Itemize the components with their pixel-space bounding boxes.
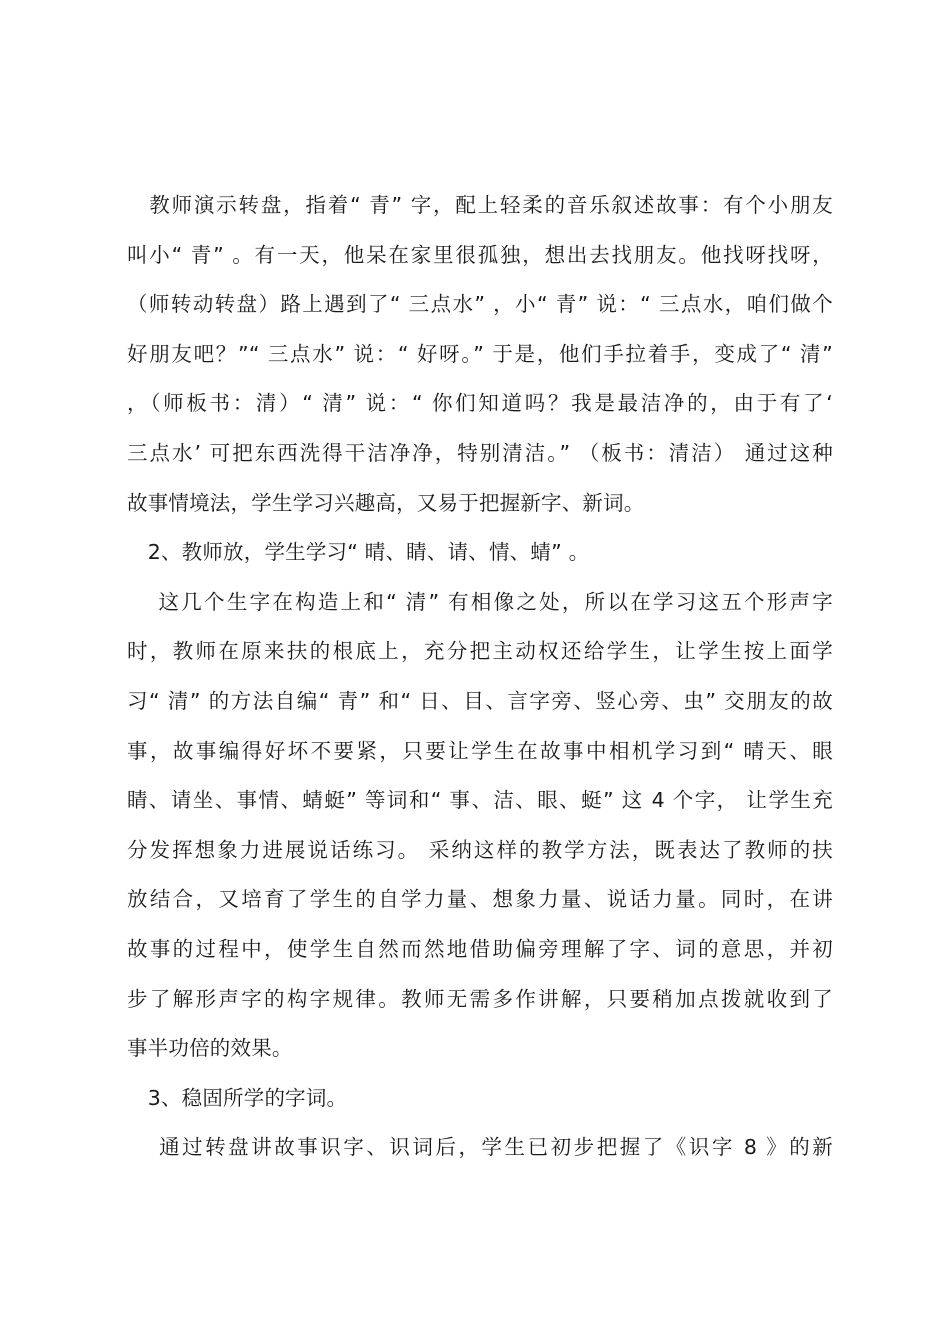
text-line: 3、稳固所学的字词。 bbox=[127, 1085, 348, 1110]
text-line: 放结合，又培育了学生的自学力量、想象力量、说话力量。同时，在讲 bbox=[127, 887, 833, 912]
text-line: 事，故事编得好坏不要紧，只要让学生在故事中相机学习到“ 晴天、眼 bbox=[127, 738, 833, 763]
document-body bbox=[127, 181, 833, 1173]
text-line: 教师演示转盘，指着“ 青” 字，配上轻柔的音乐叙述故事：有个小朋友 bbox=[127, 193, 833, 217]
text-line: 故事情境法，学生学习兴趣高，又易于把握新字、新词。 bbox=[127, 490, 645, 515]
text-line: 好朋友吧？”“ 三点水” 说：“ 好呀。” 于是，他们手拉着手，变成了“ 清” bbox=[127, 341, 833, 366]
text-line: 通过转盘讲故事识字、识词后，学生已初步把握了《识字 8 》的新 bbox=[127, 1135, 833, 1160]
text-line: 故事的过程中，使学生自然而然地借助偏旁理解了字、词的意思，并初 bbox=[127, 936, 833, 961]
text-line: 叫小“ 青” 。有一天，他呆在家里很孤独，想出去找朋友。他找呀找呀， bbox=[127, 242, 833, 267]
text-line: 2、教师放，学生学习“ 晴、睛、请、情、蜻” 。 bbox=[127, 540, 590, 565]
text-line: 步了解形声字的构字规律。教师无需多作讲解，只要稍加点拨就收到了 bbox=[127, 986, 833, 1011]
text-line: 时，教师在原来扶的根底上，充分把主动权还给学生，让学生按上面学 bbox=[127, 639, 833, 664]
text-line: 分发挥想象力进展说话练习。 采纳这样的教学方法，既表达了教师的扶 bbox=[127, 837, 833, 862]
text-line: 睛、请坐、事情、蜻蜓” 等词和“ 事、洁、眼、蜓” 这 4 个字， 让学生充 bbox=[127, 788, 833, 813]
text-line: ，（师板书：清）“ 清” 说：“ 你们知道吗？我是最洁净的，由于有了‘ bbox=[127, 391, 833, 416]
text-line: （师转动转盘）路上遇到了“ 三点水” ，小“ 青” 说：“ 三点水，咱们做个 bbox=[127, 292, 833, 317]
text-line: 习“ 清” 的方法自编“ 青” 和“ 日、目、言字旁、竖心旁、虫” 交朋友的故 bbox=[127, 688, 833, 713]
text-line: 这几个生字在构造上和“ 清” 有相像之处，所以在学习这五个形声字 bbox=[127, 589, 833, 614]
text-line: 三点水’ 可把东西洗得干洁净净，特别清洁。” （板书：清洁） 通过这种 bbox=[127, 440, 833, 465]
text-line: 事半功倍的效果。 bbox=[127, 1036, 293, 1061]
